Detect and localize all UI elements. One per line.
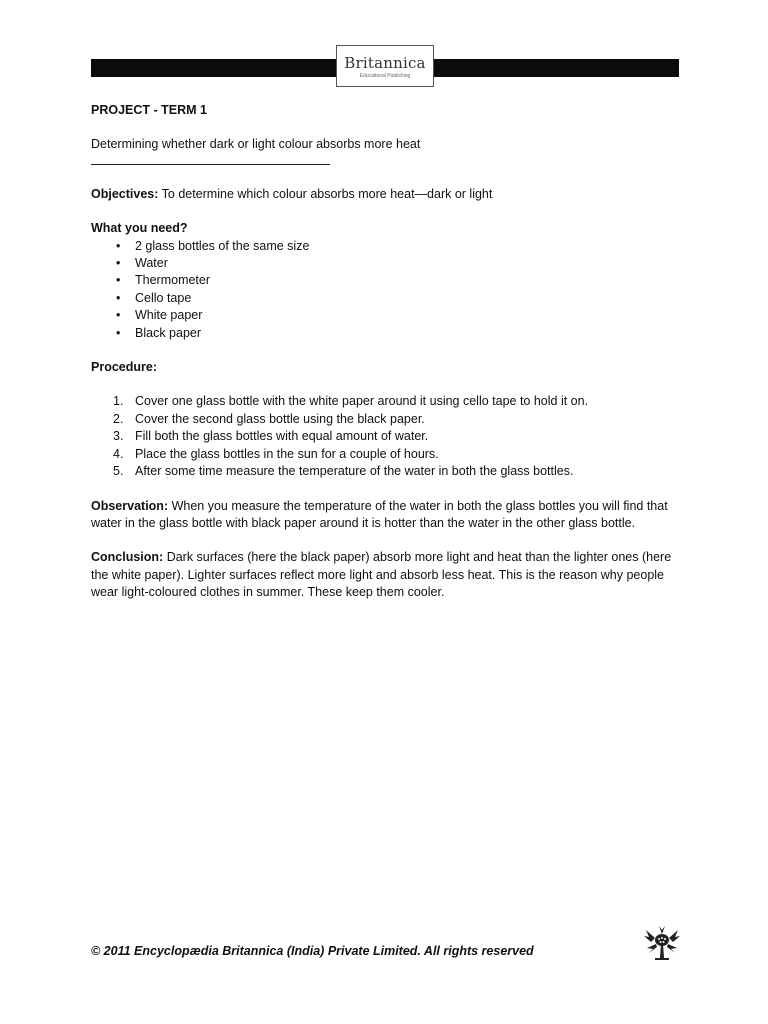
step-text: Cover one glass bottle with the white paper around it using cello tape to hold it on. [135,394,589,409]
observation-label: Observation: [91,498,169,513]
observation-paragraph [91,498,681,533]
conclusion-text: Dark surfaces (here the black paper) absorb more light and heat than the lighter ones (here the white paper). Lighter surfaces reflect more light and absorb less heat. This is the reason why people wear light-coloured clothes in summer. These keep them cooler. [91,550,672,600]
procedure-step [113,463,681,480]
conclusion-paragraph [91,549,681,601]
procedure-step [113,428,681,445]
step-text: Cover the second glass bottle using the black paper. [135,411,425,426]
needs-list [91,238,681,342]
project-subtitle: Determining whether dark or light colour absorbs more heat [91,137,421,152]
needs-item: • Water [116,255,681,272]
step-number: 3. [113,429,124,444]
step-text: Fill both the glass bottles with equal amount of water. [135,429,429,444]
objectives-label: Objectives: [91,186,159,201]
procedure-heading: Procedure: [91,360,157,375]
needs-heading: What you need? [91,221,188,236]
step-number: 4. [113,446,124,461]
step-number: 2. [113,411,124,426]
step-number: 1. [113,394,124,409]
logo-subtext: Educational Publishing [359,73,411,79]
conclusion-label: Conclusion: [91,550,164,565]
step-number: 5. [113,464,124,479]
procedure-step [113,411,681,428]
objectives-text: To determine which colour absorbs more heat—dark or light [158,186,493,201]
observation-text: When you measure the temperature of the water in both the glass bottles you will find that water in the glass bottle with black paper around it is hotter than the water in the other glass bottle. [91,498,668,530]
objectives-paragraph [91,186,681,203]
logo-text: Britannica [344,54,426,72]
britannica-logo [336,45,434,87]
needs-item: • 2 glass bottles of the same size [116,238,681,255]
footer-copyright: © 2011 Encyclopædia Britannica (India) Private Limited. All rights reserved [91,944,534,958]
procedure-step [113,393,681,410]
procedure-list [91,393,681,480]
page-title: PROJECT - TERM 1 [91,103,207,117]
thistle-emblem-icon [643,924,681,960]
step-text: Place the glass bottles in the sun for a couple of hours. [135,446,439,461]
needs-item: • Cello tape [116,290,681,307]
needs-item: • Black paper [116,325,681,342]
title-underline [91,164,330,165]
step-text: After some time measure the temperature of the water in both the glass bottles. [135,464,574,479]
document-body [91,102,681,602]
procedure-step [113,446,681,463]
needs-item: • Thermometer [116,272,681,289]
needs-item: • White paper [116,307,681,324]
